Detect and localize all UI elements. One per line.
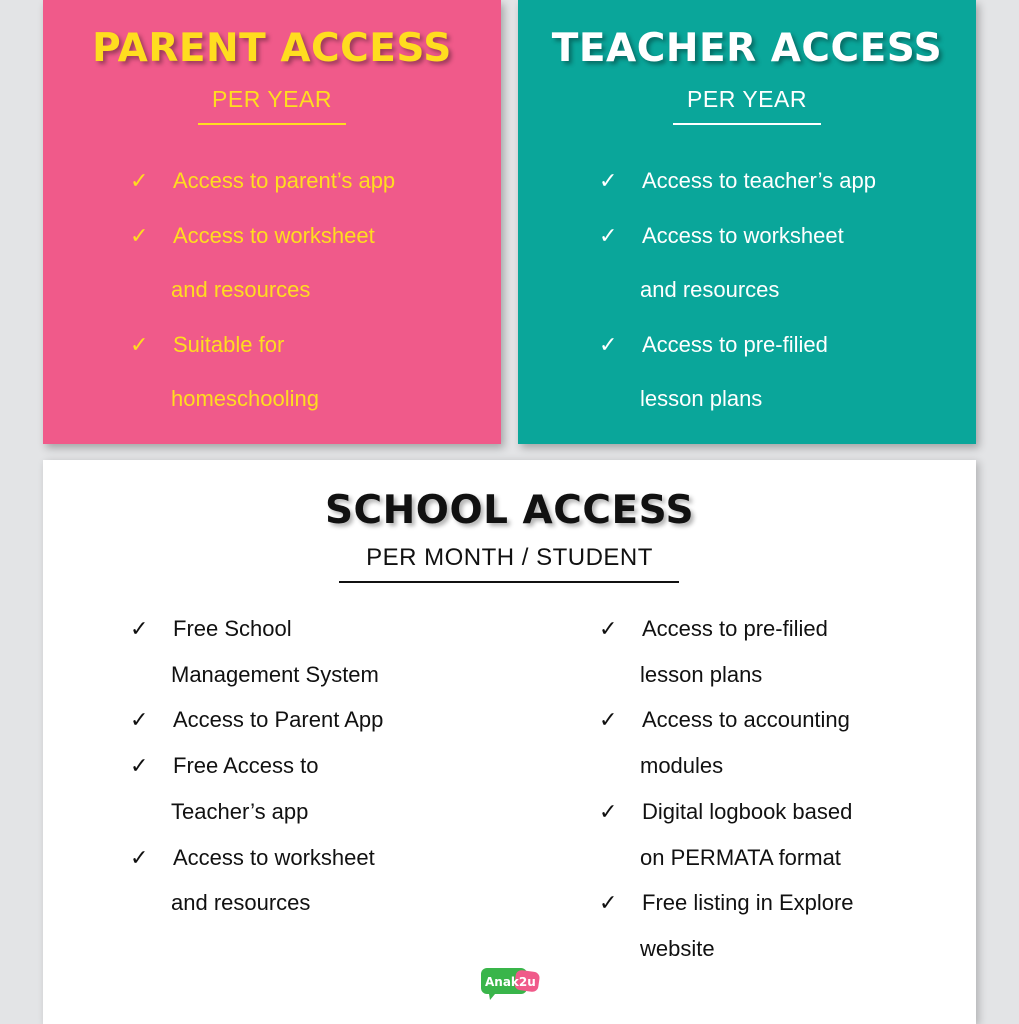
feature-text-line: Access to accounting	[642, 707, 850, 733]
checkmark-icon: ✓	[599, 331, 618, 357]
feature-text-line: Access to pre-filied	[642, 616, 828, 641]
feature-list-item	[130, 743, 510, 834]
feature-text-line: Free School	[173, 616, 292, 641]
anak2u-logo-icon	[479, 965, 543, 1001]
feature-text-line: Management System	[171, 661, 379, 687]
feature-text-line: Access to worksheet	[642, 222, 844, 248]
feature-text-line: Access to worksheet	[173, 222, 375, 248]
school-subtitle-underline	[339, 581, 679, 583]
parent-access-card	[43, 0, 501, 444]
checkmark-icon: ✓	[130, 222, 149, 248]
checkmark-icon: ✓	[130, 844, 149, 870]
teacher-subtitle-underline	[673, 123, 821, 125]
feature-text-line: Teacher’s app	[171, 798, 309, 824]
feature-list-item	[599, 154, 969, 209]
school-feature-list-left	[130, 606, 510, 926]
feature-text-line: Access to parent’s app	[173, 168, 396, 193]
feature-text-line: Access to teacher’s app	[642, 168, 876, 193]
parent-access-subtitle: PER YEAR	[212, 86, 332, 112]
checkmark-icon: ✓	[130, 707, 149, 733]
feature-text-line: lesson plans	[640, 386, 763, 411]
checkmark-icon: ✓	[599, 222, 618, 248]
feature-list-item	[130, 697, 510, 743]
feature-list-item	[599, 209, 969, 318]
feature-list-item	[130, 318, 500, 427]
checkmark-icon: ✓	[599, 707, 618, 733]
checkmark-icon: ✓	[599, 798, 618, 824]
feature-list-item	[130, 606, 510, 697]
feature-text-line: lesson plans	[640, 661, 763, 687]
feature-list-item	[599, 880, 959, 971]
feature-text-line: Free listing in Explore	[642, 890, 854, 916]
logo-text: Anak2u	[485, 975, 536, 989]
feature-list-item	[130, 209, 500, 318]
feature-text-line: Access to worksheet	[173, 844, 375, 870]
feature-text-line: Digital logbook based	[642, 798, 853, 824]
checkmark-icon: ✓	[130, 616, 149, 641]
teacher-feature-list	[599, 154, 969, 427]
checkmark-icon: ✓	[599, 168, 618, 193]
feature-list-item	[599, 697, 959, 788]
feature-list-item	[599, 606, 959, 697]
feature-text-line: on PERMATA format	[640, 844, 841, 870]
feature-list-item	[599, 318, 969, 427]
checkmark-icon: ✓	[599, 890, 618, 916]
feature-text-line: Access to pre-filied	[642, 331, 828, 357]
checkmark-icon: ✓	[130, 753, 149, 779]
school-access-subtitle: PER MONTH / STUDENT	[366, 544, 653, 571]
feature-text-line: and resources	[640, 277, 780, 302]
feature-text-line: homeschooling	[171, 386, 319, 411]
feature-list-item	[130, 154, 500, 209]
checkmark-icon: ✓	[599, 616, 618, 641]
feature-text-line: Suitable for	[173, 331, 285, 357]
feature-text-line: website	[640, 935, 715, 961]
logo-badge-tail	[489, 994, 495, 1000]
school-feature-list-right	[599, 606, 959, 972]
parent-feature-list	[130, 154, 500, 427]
parent-subtitle-underline	[198, 123, 346, 125]
feature-list-item	[130, 835, 510, 926]
feature-text-line: modules	[640, 753, 724, 779]
parent-access-title: PARENT ACCESS	[92, 26, 452, 71]
school-access-card	[43, 460, 976, 1024]
feature-text-line: Free Access to	[173, 753, 319, 779]
feature-list-item	[599, 789, 959, 880]
teacher-access-subtitle: PER YEAR	[687, 86, 807, 112]
feature-text-line: and resources	[171, 890, 311, 916]
checkmark-icon: ✓	[130, 331, 149, 357]
feature-text-line: Access to Parent App	[173, 707, 384, 733]
checkmark-icon: ✓	[130, 168, 149, 193]
feature-text-line: and resources	[171, 277, 311, 302]
teacher-access-card	[518, 0, 976, 444]
school-access-title: SCHOOL ACCESS	[324, 488, 695, 533]
teacher-access-title: TEACHER ACCESS	[551, 26, 943, 71]
